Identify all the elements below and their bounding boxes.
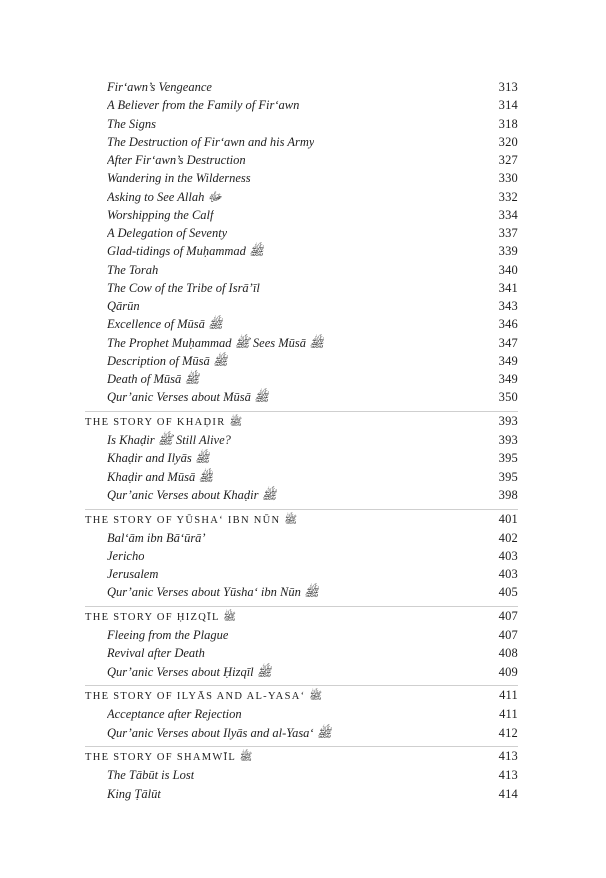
toc-entry[interactable] bbox=[85, 242, 518, 260]
page-number: 313 bbox=[498, 80, 518, 94]
toc-entry[interactable] bbox=[85, 315, 518, 333]
toc-entry[interactable] bbox=[85, 431, 518, 449]
page-number: 413 bbox=[498, 749, 518, 764]
page-number: 327 bbox=[498, 153, 518, 167]
toc-entry[interactable] bbox=[85, 565, 518, 583]
page-number: 341 bbox=[498, 280, 518, 295]
toc-entry[interactable] bbox=[85, 724, 518, 742]
page-number: 403 bbox=[498, 567, 518, 581]
page-number: 330 bbox=[498, 171, 518, 186]
page-number: 413 bbox=[498, 768, 518, 783]
table-of-contents bbox=[85, 78, 518, 803]
toc-entry[interactable] bbox=[85, 206, 518, 224]
toc-entry[interactable] bbox=[85, 388, 518, 406]
toc-entry[interactable] bbox=[85, 279, 518, 297]
page-number: 350 bbox=[498, 390, 518, 405]
toc-section-heading[interactable] bbox=[85, 607, 518, 626]
page-number: 332 bbox=[498, 189, 518, 204]
page-number: 343 bbox=[498, 299, 518, 313]
section-title: THE STORY OF SHAMWĪL ﷺ bbox=[85, 752, 253, 764]
page-number: 402 bbox=[498, 530, 518, 545]
toc-entry[interactable] bbox=[85, 663, 518, 681]
toc-entry[interactable] bbox=[85, 370, 518, 388]
toc-entry[interactable] bbox=[85, 78, 518, 96]
toc-entry[interactable] bbox=[85, 529, 518, 547]
entry-title: Death of Mūsā ﷺ bbox=[107, 372, 200, 386]
entry-title: Glad-tidings of Muḥammad ﷺ bbox=[107, 244, 265, 259]
page-number: 393 bbox=[498, 414, 518, 428]
entry-title: Fleeing from the Plague bbox=[107, 628, 229, 642]
toc-section-heading[interactable] bbox=[85, 510, 518, 529]
toc-entry[interactable] bbox=[85, 547, 518, 565]
toc-entry[interactable] bbox=[85, 705, 518, 723]
page-number: 412 bbox=[498, 725, 518, 740]
page-number: 395 bbox=[498, 469, 518, 484]
entry-title: Qur’anic Verses about Mūsā ﷺ bbox=[107, 390, 270, 405]
section-title: THE STORY OF ILYĀS AND AL-YASA‘ ﷺ bbox=[85, 691, 323, 703]
page-number: 409 bbox=[498, 664, 518, 679]
entry-title: Qur’anic Verses about Ilyās and al-Yasa‘ ﷺ bbox=[107, 725, 332, 740]
page-number: 407 bbox=[498, 628, 518, 642]
entry-title: Qur’anic Verses about Khaḍir ﷺ bbox=[107, 487, 277, 502]
page-number: 414 bbox=[498, 786, 518, 801]
toc-entry[interactable] bbox=[85, 96, 518, 114]
entry-title: Revival after Death bbox=[107, 646, 205, 661]
entry-title: The Prophet Muḥammad ﷺ Sees Mūsā ﷺ bbox=[107, 335, 325, 350]
entry-title: Fir‘awn’s Vengeance bbox=[107, 80, 212, 94]
entry-title: A Delegation of Seventy bbox=[107, 226, 228, 240]
entry-title: Jericho bbox=[107, 548, 145, 563]
toc-entry[interactable] bbox=[85, 583, 518, 601]
toc-section-heading[interactable] bbox=[85, 747, 518, 766]
page-number: 320 bbox=[498, 134, 518, 149]
entry-title: The Destruction of Fir‘awn and his Army bbox=[107, 134, 315, 149]
page-number: 395 bbox=[498, 451, 518, 466]
toc-entry[interactable] bbox=[85, 224, 518, 242]
page-number: 398 bbox=[498, 487, 518, 502]
entry-title: Bal‘ām ibn Bā‘ūrā’ bbox=[107, 530, 206, 545]
page-number: 408 bbox=[498, 646, 518, 661]
page-number: 349 bbox=[498, 372, 518, 386]
entry-title: The Torah bbox=[107, 262, 159, 277]
toc-entry[interactable] bbox=[85, 626, 518, 644]
toc-entry[interactable] bbox=[85, 352, 518, 370]
entry-title: Jerusalem bbox=[107, 567, 159, 581]
page-number: 411 bbox=[499, 688, 518, 703]
entry-title: The Signs bbox=[107, 116, 156, 131]
page-number: 349 bbox=[498, 353, 518, 368]
page-number: 339 bbox=[498, 244, 518, 259]
page-number: 318 bbox=[498, 116, 518, 131]
section-title: THE STORY OF YŪSHA‘ IBN NŪN ﷺ bbox=[85, 514, 298, 526]
section-title: THE STORY OF ḤIZQĪL ﷺ bbox=[85, 612, 236, 623]
page-number: 403 bbox=[498, 548, 518, 563]
toc-section-heading[interactable] bbox=[85, 686, 518, 705]
entry-title: A Believer from the Family of Fir‘awn bbox=[107, 98, 300, 113]
toc-entry[interactable] bbox=[85, 486, 518, 504]
entry-title: Is Khaḍir ﷺ Still Alive? bbox=[107, 433, 231, 447]
section-title: THE STORY OF KHAḌIR ﷺ bbox=[85, 417, 243, 428]
page-number: 334 bbox=[498, 207, 518, 222]
toc-entry[interactable] bbox=[85, 297, 518, 315]
toc-entry[interactable] bbox=[85, 115, 518, 133]
entry-title: After Fir‘awn’s Destruction bbox=[107, 153, 246, 167]
page-number: 407 bbox=[498, 609, 518, 623]
page-number: 337 bbox=[498, 226, 518, 240]
page-number: 411 bbox=[499, 707, 518, 722]
page-number: 393 bbox=[498, 433, 518, 447]
toc-entry[interactable] bbox=[85, 188, 518, 206]
entry-title: Wandering in the Wilderness bbox=[107, 171, 251, 186]
toc-entry[interactable] bbox=[85, 468, 518, 486]
entry-title: Acceptance after Rejection bbox=[107, 707, 242, 722]
page-number: 340 bbox=[498, 262, 518, 277]
entry-title: Qārūn bbox=[107, 299, 140, 313]
page-number: 405 bbox=[498, 585, 518, 600]
entry-title: Qur’anic Verses about Yūsha‘ ibn Nūn ﷺ bbox=[107, 585, 320, 600]
toc-entry[interactable] bbox=[85, 449, 518, 467]
entry-title: Worshipping the Calf bbox=[107, 207, 214, 222]
entry-title: The Cow of the Tribe of Isrā’īl bbox=[107, 280, 260, 295]
entry-title: Description of Mūsā ﷺ bbox=[107, 353, 229, 368]
entry-title: Khaḍir and Mūsā ﷺ bbox=[107, 469, 214, 484]
toc-entry[interactable] bbox=[85, 785, 518, 803]
entry-title: King Ṭālūt bbox=[107, 786, 161, 801]
page-number: 401 bbox=[498, 511, 518, 526]
entry-title: Excellence of Mūsā ﷺ bbox=[107, 317, 224, 332]
page-number: 314 bbox=[498, 98, 518, 113]
toc-entry[interactable] bbox=[85, 133, 518, 151]
entry-title: Khaḍir and Ilyās ﷺ bbox=[107, 451, 210, 466]
toc-section-heading[interactable] bbox=[85, 412, 518, 431]
toc-entry[interactable] bbox=[85, 169, 518, 187]
toc-entry[interactable] bbox=[85, 766, 518, 784]
page-number: 346 bbox=[498, 317, 518, 332]
page-number: 347 bbox=[498, 335, 518, 350]
entry-title: Asking to See Allah ﷻ bbox=[107, 189, 222, 204]
toc-entry[interactable] bbox=[85, 151, 518, 169]
toc-entry[interactable] bbox=[85, 261, 518, 279]
toc-entry[interactable] bbox=[85, 644, 518, 662]
toc-entry[interactable] bbox=[85, 334, 518, 352]
entry-title: Qur’anic Verses about Ḥizqīl ﷺ bbox=[107, 664, 272, 679]
entry-title: The Tābūt is Lost bbox=[107, 768, 195, 783]
